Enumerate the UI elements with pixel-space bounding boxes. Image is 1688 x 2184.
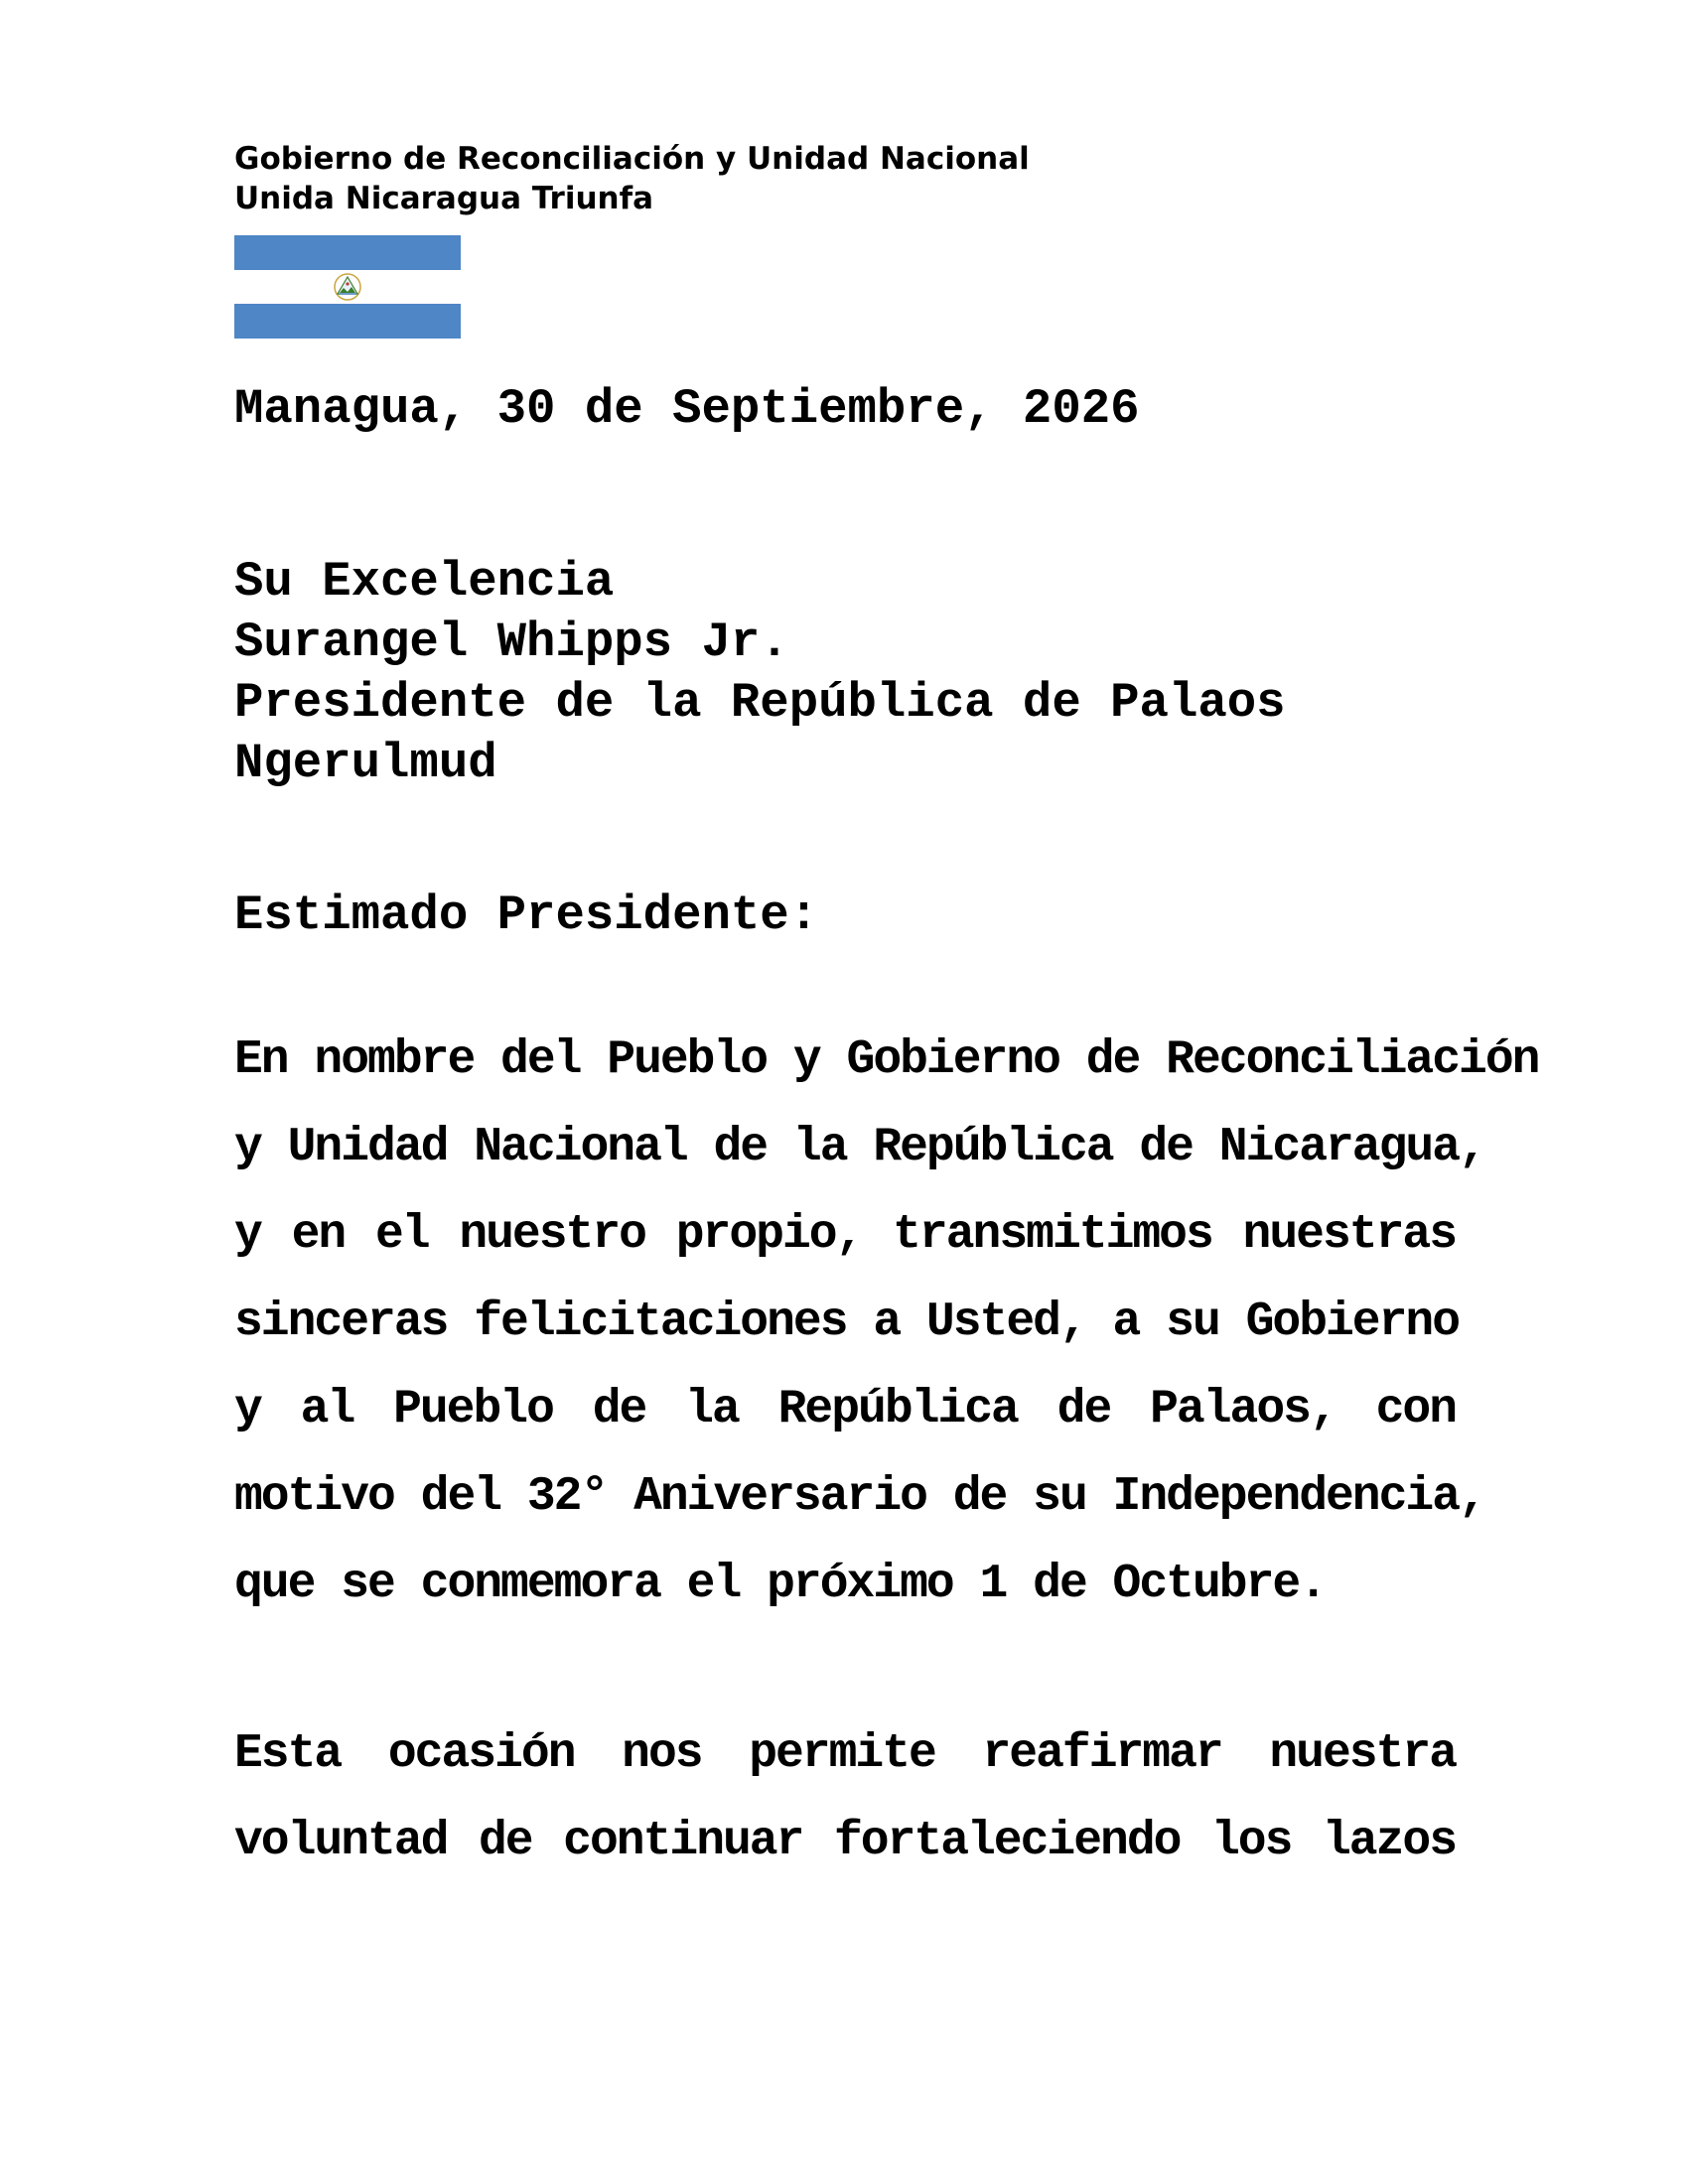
paragraph-line: y Unidad Nacional de la República de Nicaragua,	[234, 1121, 1485, 1174]
letter-paragraph-2	[234, 1710, 1456, 1885]
coat-of-arms-icon	[332, 271, 363, 303]
paragraph-line: sinceras felicitaciones a Usted, a su Gobierno	[234, 1296, 1460, 1349]
letter-greeting: Estimado Presidente:	[234, 887, 819, 943]
flag-bottom-stripe	[234, 304, 461, 339]
addressee-honorific: Su Excelencia	[234, 554, 615, 610]
letter-date: Managua, 30 de Septiembre, 2026	[234, 381, 1140, 437]
paragraph-line: motivo del 32° Aniversario de su Independencia,	[234, 1470, 1485, 1524]
paragraph-line: y al Pueblo de la República de Palaos, con	[234, 1383, 1456, 1436]
paragraph-line: y en el nuestro propio, transmitimos nuestras	[234, 1208, 1456, 1262]
letter-paragraph-1	[234, 1017, 1539, 1628]
government-header-title: Gobierno de Reconciliación y Unidad Nacional	[234, 141, 1030, 177]
paragraph-line: Esta ocasión nos permite reafirmar nuestra	[234, 1727, 1456, 1781]
nicaragua-flag-icon	[234, 235, 461, 339]
addressee-city: Ngerulmud	[234, 736, 497, 791]
addressee-title: Presidente de la República de Palaos	[234, 675, 1286, 731]
addressee-name: Surangel Whipps Jr.	[234, 614, 789, 670]
paragraph-line: que se conmemora el próximo 1 de Octubre.	[234, 1558, 1326, 1611]
paragraph-line: En nombre del Pueblo y Gobierno de Reconciliación	[234, 1033, 1539, 1087]
government-header-slogan: Unida Nicaragua Triunfa	[234, 181, 654, 216]
flag-top-stripe	[234, 235, 461, 270]
paragraph-line: voluntad de continuar fortaleciendo los lazos	[234, 1815, 1456, 1868]
